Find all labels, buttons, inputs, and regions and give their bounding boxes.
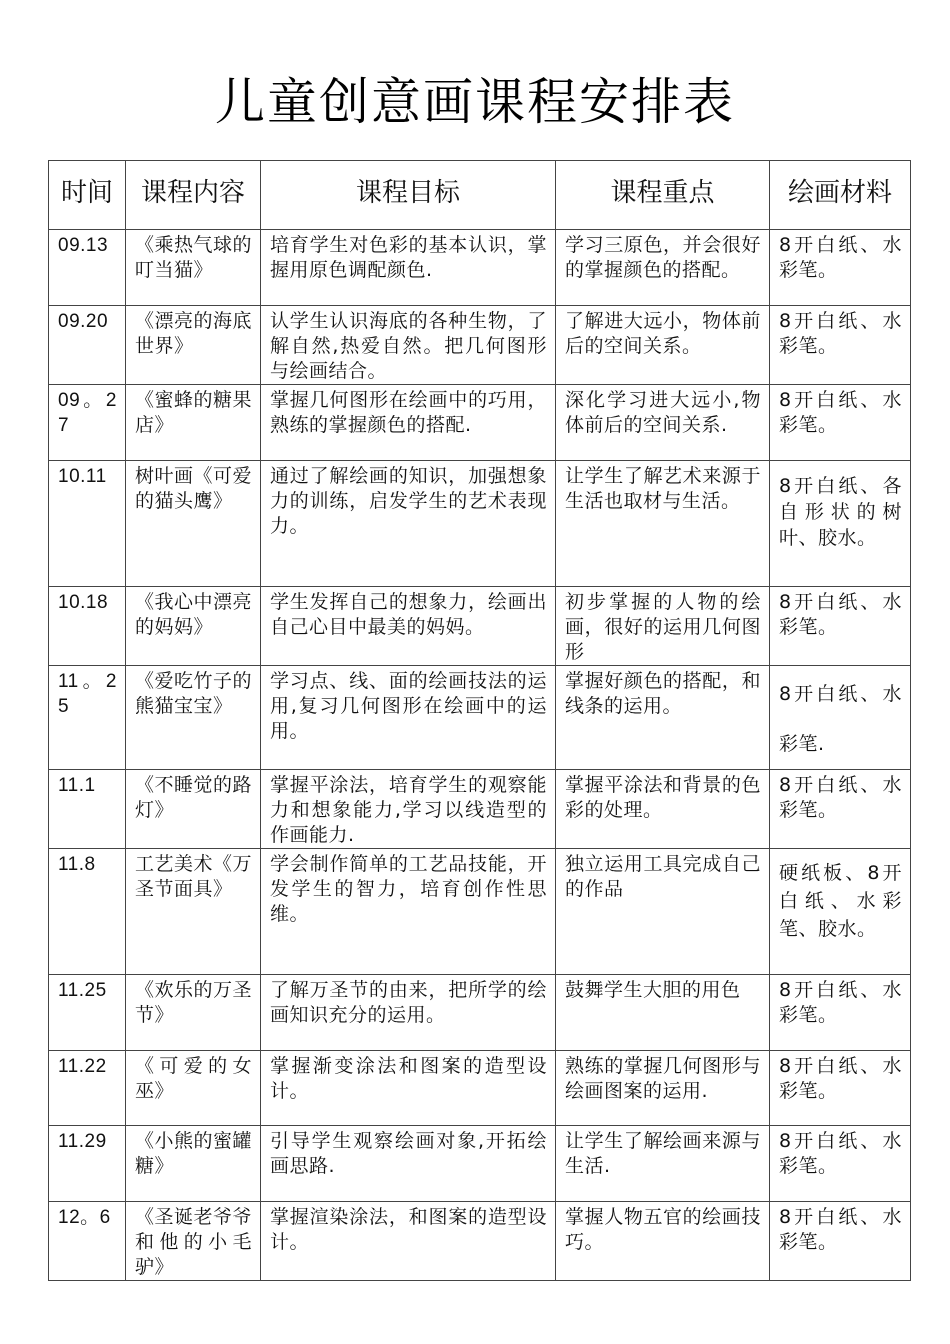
cell-content: 《我心中漂亮的妈妈》: [126, 587, 261, 666]
cell-content: 《爱吃竹子的熊猫宝宝》: [126, 666, 261, 770]
table-row: [49, 1202, 911, 1281]
cell-date: 11。25: [49, 666, 126, 770]
cell-date: 09.13: [49, 230, 126, 306]
cell-focus: 掌握平涂法和背景的色彩的处理。: [556, 770, 770, 849]
cell-content: 《蜜蜂的糖果店》: [126, 385, 261, 461]
cell-focus: 独立运用工具完成自己的作品: [556, 849, 770, 975]
cell-goal: 学会制作简单的工艺品技能，开发学生的智力，培育创作性思维。: [261, 849, 556, 975]
page-title: 儿童创意画课程安排表: [215, 73, 735, 131]
cell-goal: 学习点、线、面的绘画技法的运用,复习几何图形在绘画中的运用。: [261, 666, 556, 770]
cell-focus: 让学生了解绘画来源与生活.: [556, 1126, 770, 1202]
cell-goal: 掌握平涂法，培育学生的观察能力和想象能力,学习以线造型的作画能力.: [261, 770, 556, 849]
cell-date: 11.25: [49, 975, 126, 1051]
cell-material: 8开白纸、水彩笔。: [770, 587, 911, 666]
cell-date: 09。27: [49, 385, 126, 461]
table-row: [49, 461, 911, 587]
cell-content: 《欢乐的万圣节》: [126, 975, 261, 1051]
cell-date: 11.8: [49, 849, 126, 975]
cell-material: 8开白纸、水彩笔.: [770, 666, 911, 770]
table-row: [49, 306, 911, 385]
cell-focus: 初步掌握的人物的绘画，很好的运用几何图形: [556, 587, 770, 666]
cell-content: 《圣诞老爷爷和他的小毛驴》: [126, 1202, 261, 1281]
cell-material: 8开白纸、各自形状的树叶、胶水。: [770, 461, 911, 587]
cell-goal: 培育学生对色彩的基本认识，掌握用原色调配颜色.: [261, 230, 556, 306]
cell-date: 10.11: [49, 461, 126, 587]
cell-material: 8开白纸、水彩笔。: [770, 1126, 911, 1202]
cell-focus: 熟练的掌握几何图形与绘画图案的运用.: [556, 1051, 770, 1126]
cell-goal: 认学生认识海底的各种生物，了解自然,热爱自然。把几何图形与绘画结合。: [261, 306, 556, 385]
header-time: 时间: [49, 161, 126, 230]
cell-goal: 了解万圣节的由来，把所学的绘画知识充分的运用。: [261, 975, 556, 1051]
cell-focus: 鼓舞学生大胆的用色: [556, 975, 770, 1051]
header-goal: 课程目标: [261, 161, 556, 230]
cell-content: 《小熊的蜜罐糖》: [126, 1126, 261, 1202]
table-row: [49, 975, 911, 1051]
cell-material: 8开白纸、水彩笔。: [770, 1051, 911, 1126]
cell-goal: 掌握渐变涂法和图案的造型设计。: [261, 1051, 556, 1126]
cell-content: 《乘热气球的叮当猫》: [126, 230, 261, 306]
course-schedule-table: [48, 160, 911, 1281]
cell-material: 8开白纸、水彩笔。: [770, 385, 911, 461]
header-focus: 课程重点: [556, 161, 770, 230]
table-row: [49, 587, 911, 666]
cell-content: 《不睡觉的路灯》: [126, 770, 261, 849]
cell-material: 8开白纸、水彩笔。: [770, 306, 911, 385]
cell-date: 11.22: [49, 1051, 126, 1126]
cell-material: 8开白纸、水彩笔。: [770, 770, 911, 849]
header-content: 课程内容: [126, 161, 261, 230]
cell-focus: 掌握好颜色的搭配，和线条的运用。: [556, 666, 770, 770]
cell-content: 《漂亮的海底世界》: [126, 306, 261, 385]
cell-focus: 学习三原色，并会很好的掌握颜色的搭配。: [556, 230, 770, 306]
cell-focus: 掌握人物五官的绘画技巧。: [556, 1202, 770, 1281]
cell-focus: 了解进大远小，物体前后的空间关系。: [556, 306, 770, 385]
cell-goal: 掌握渲染涂法，和图案的造型设计。: [261, 1202, 556, 1281]
cell-material: 8开白纸、水彩笔。: [770, 230, 911, 306]
cell-content: 树叶画《可爱的猫头鹰》: [126, 461, 261, 587]
table-row: [49, 230, 911, 306]
cell-goal: 掌握几何图形在绘画中的巧用，熟练的掌握颜色的搭配.: [261, 385, 556, 461]
cell-content: 工艺美术《万圣节面具》: [126, 849, 261, 975]
cell-focus: 深化学习进大远小,物体前后的空间关系.: [556, 385, 770, 461]
cell-material: 硬纸板、8开白纸、水彩笔、胶水。: [770, 849, 911, 975]
cell-material: 8开白纸、水彩笔。: [770, 975, 911, 1051]
table-row: [49, 770, 911, 849]
cell-goal: 通过了解绘画的知识，加强想象力的训练，启发学生的艺术表现力。: [261, 461, 556, 587]
cell-date: 10.18: [49, 587, 126, 666]
table-header-row: [49, 161, 911, 230]
cell-date: 11.1: [49, 770, 126, 849]
table-row: [49, 666, 911, 770]
cell-date: 11.29: [49, 1126, 126, 1202]
cell-date: 09.20: [49, 306, 126, 385]
table-row: [49, 385, 911, 461]
cell-goal: 引导学生观察绘画对象,开拓绘画思路.: [261, 1126, 556, 1202]
cell-date: 12。6: [49, 1202, 126, 1281]
cell-material: 8开白纸、水彩笔。: [770, 1202, 911, 1281]
cell-goal: 学生发挥自己的想象力，绘画出自己心目中最美的妈妈。: [261, 587, 556, 666]
header-material: 绘画材料: [770, 161, 911, 230]
table-row: [49, 1051, 911, 1126]
cell-content: 《可爱的女巫》: [126, 1051, 261, 1126]
cell-focus: 让学生了解艺术来源于生活也取材与生活。: [556, 461, 770, 587]
table-row: [49, 849, 911, 975]
table-row: [49, 1126, 911, 1202]
